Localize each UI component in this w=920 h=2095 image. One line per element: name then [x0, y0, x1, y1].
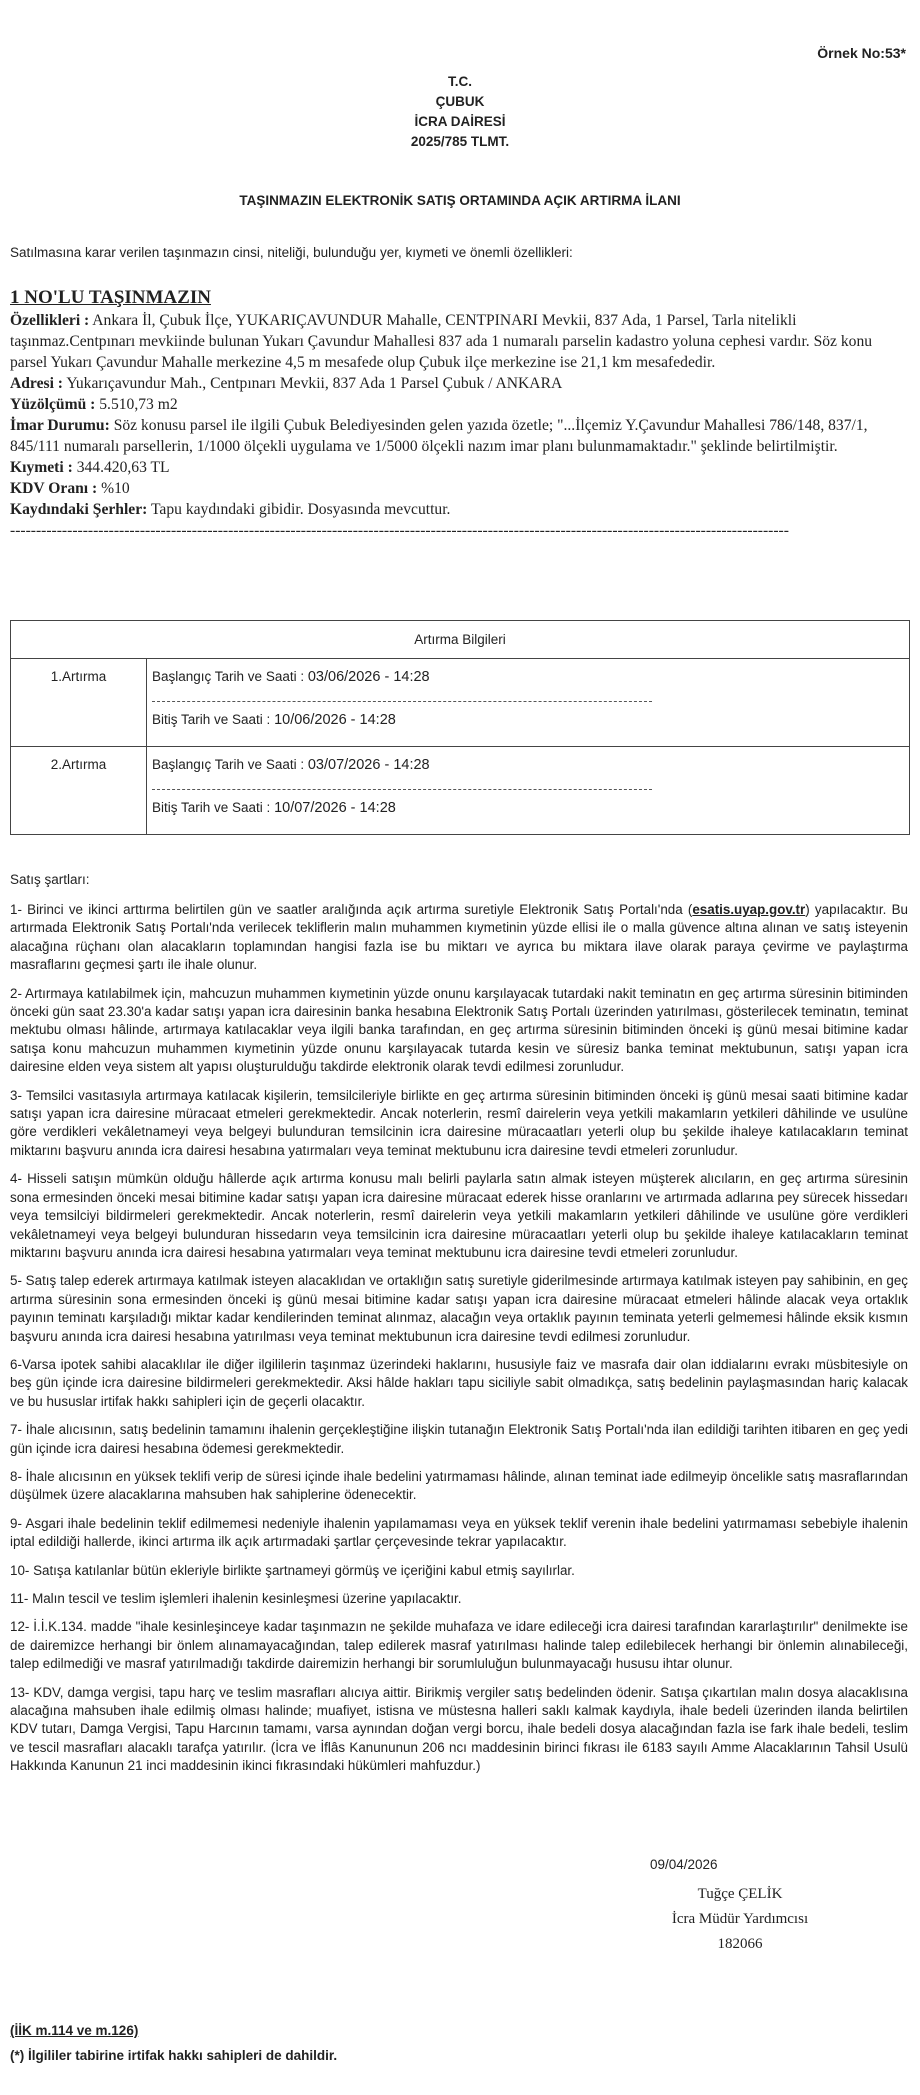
condition-9: 9- Asgari ihale bedelinin teklif edilmemesi nedeniyle ihalenin yapılamaması veya en yüksek teklif verenin ihale bedelini yatırmaması sebebiyle ihalenin iptal edildiği hallerde, ikinci artırma ilk açık artırmadaki şartlar çerçevesinde tekrar yapılacaktır. [10, 1515, 908, 1550]
footnote-note: (*) İlgililer tabirine irtifak hakkı sahipleri de dahildir. [10, 2048, 338, 2063]
end-date-line [152, 710, 904, 730]
property-features [10, 310, 905, 373]
property-area [10, 394, 905, 415]
property-annotations [10, 499, 905, 520]
condition-5: 5- Satış talep ederek artırmaya katılmak isteyen alacaklıdan ve ortaklığın satış suretiyle giderilmesinde artırmaya katılmak isteyen pay sahibinin, en geç artırma süresinin sona ermesinden önceki iş günü mesai bitimine kadar satışı yapan icra dairesine müracaat etmeleri hâlinde alacak veya ortaklık payının teminatı karşıladığı miktar kadar kendilerinden teminat alınmaz, alacağın veya ortaklık payının teminata yeterli gelmemesi hâlinde eksik kısmın başvuru anında icra dairesi hesabına yatırılması veya teminat mektubunun icra dairesine tevdi edilmesi zorunludur. [10, 1273, 908, 1344]
start-date-value: 03/07/2026 - 14:28 [307, 757, 430, 773]
end-label: Bitiş Tarih ve Saati : [152, 800, 271, 815]
footnote-law-reference: (İİK m.114 ve m.126) [10, 2023, 139, 2038]
court-header [0, 72, 920, 152]
conditions-title: Satış şartları: [10, 872, 90, 887]
property-address [10, 373, 905, 394]
separator-line: ------------------------------------------------------------------------------------------------------------------------------------------------------ [10, 522, 789, 539]
condition-6: 6-Varsa ipotek sahibi alacaklılar ile diğer ilgililerin taşınmaz üzerindeki haklarını, hususiyle faiz ve masrafa dair olan iddialarını evrakı müsbitesiyle on beş gün içinde icra dairesine bildirmeleri gerekmektedir. Aksi hâlde hakları tapu siciliyle sabit olmadıkça, satış bedelinin paylaşmasından hariç kalacak ve bu hususlar irtifak hakkı sahipleri için de geçerli olacaktır. [10, 1356, 908, 1409]
condition-10: 10- Satışa katılanlar bütün ekleriyle birlikte şartnameyi görmüş ve içeriğini kabul etmiş sayılırlar. [10, 1562, 575, 1578]
start-label: Başlangıç Tarih ve Saati : [152, 669, 305, 684]
header-line-city: ÇUBUK [435, 94, 485, 109]
property-vat [10, 478, 905, 499]
date-divider [152, 701, 652, 702]
property-zoning [10, 415, 905, 457]
signature-block [620, 1882, 860, 1957]
auction-info-table [10, 620, 910, 835]
table-row [11, 659, 910, 747]
table-row [11, 747, 910, 835]
header-line-office: İCRA DAİRESİ [414, 114, 506, 129]
auction-label: 2.Artırma [11, 747, 147, 835]
condition-1 [10, 901, 908, 975]
esatis-link[interactable]: esatis.uyap.gov.tr [692, 902, 806, 917]
end-date-line [152, 798, 904, 818]
condition-3: 3- Temsilci vasıtasıyla artırmaya katılacak kişilerin, temsilcileriyle birlikte en geç artırma süresinin bitiminden önceki iş günü mesai saati bitimine kadar satışı yapan icra dairesine müracaat etmeleri gerekmektedir. Ancak noterlerin, resmî dairelerin veya yetkili makamların yetkileri dâhilinde ve usulüne göre verdikleri vekâletnameyi veya belgeyi bulunduran temsilcinin icra dairesine müracaatları yeterli olup bu şekilde ihaleye katılacakların teminat miktarını başvuru anında icra dairesi hesabına yatırmaları veya teminat mektubunu icra dairesine tevdi etmeleri zorunludur. [10, 1087, 908, 1158]
features-value: Ankara İl, Çubuk İlçe, YUKARIÇAVUNDUR Mahalle, CENTPINARI Mevkii, 837 Ada, 1 Parsel, Tarla nitelikli taşınmaz.Centpınarı mevkiinde bulunan Yukarı Çavundur Mahallesi 837 ada 1 numaralı parselin kadastro yoluna cephesi vardır. Söz konu parsel Yukarı Çavundur Mahalle merkezine 4,5 m mesafede olup Çubuk ilçe merkezine ise 21,1 km mesafededir. [10, 312, 873, 371]
intro-text: Satılmasına karar verilen taşınmazın cinsi, niteliği, bulunduğu yer, kıymeti ve önemli özellikleri: [10, 245, 573, 260]
vat-value: %10 [101, 480, 130, 497]
header-line-tc: T.C. [447, 74, 472, 89]
end-date-value: 10/07/2026 - 14:28 [274, 800, 396, 816]
date-divider [152, 789, 652, 790]
annotations-value: Tapu kaydındaki gibidir. Dosyasında mevcuttur. [150, 501, 451, 518]
auction-label: 1.Artırma [11, 659, 147, 747]
area-value: 5.510,73 m2 [99, 396, 178, 413]
condition-7: 7- İhale alıcısının, satış bedelinin tamamını ihalenin gerçekleştiğine ilişkin tutanağın Elektronik Satış Portalı'nda ilan edildiği tarihten itibaren en geç yedi gün içinde icra dairesi hesabına ödemesi gerekmektedir. [10, 1422, 908, 1456]
end-label: Bitiş Tarih ve Saati : [152, 712, 271, 727]
condition-1-text-cont: ) yapılacaktır. Bu artırmada Elektronik Satış Portalı'nda verilecek tekliflerin malın muhammen kıymetinin yüzde ellisi ile o malla güvence altına alınan ve satış isteyenin alacağına rüçhanı olan alacakların toplamından hangisi fazla ise bu miktarı ve ayrıca bu miktara ilave olarak paraya çevirme ve paylaştırma masraflarını geçmesi şartı ile ihale olunur. [10, 902, 908, 973]
auction-table-header: Artırma Bilgileri [11, 621, 910, 659]
property-value [10, 457, 905, 478]
start-date-line [152, 667, 904, 687]
condition-13: 13- KDV, damga vergisi, tapu harç ve teslim masrafları alıcıya aittir. Birikmiş vergiler satış bedelinden ödenir. Satışa çıkartılan malın dosya alacaklısına alacağına mahsuben ihale edilmiş olması halinde; muafiyet, istisna ve müstesna halleri saklı kalmak kaydıyla, ihale bedeli üzerinden ilanda belirtilen KDV tutarı, Damga Vergisi, Tapu Harcının tamamı, varsa aynından doğan vergi borcu, ihale bedeli dosya alacağından fazla ise fark ihale bedeli, teslim ve tescil masrafları alacaklı tarafça yatırılır. (İcra ve İflâs Kanununun 206 ncı maddesinin birinci fıkrası ile 6183 sayılı Amme Alacaklarının Tahsil Usulü Hakkında Kanunun 21 inci maddesinin ikinci fıkrasındaki hükümleri mahfuzdur.) [10, 1684, 908, 1774]
annotations-label: Kaydındaki Şerhler: [10, 501, 148, 518]
page-title: TAŞINMAZIN ELEKTRONİK SATIŞ ORTAMINDA AÇIK ARTIRMA İLANI [239, 193, 681, 208]
features-label: Özellikleri : [10, 312, 90, 329]
vat-label: KDV Oranı : [10, 480, 98, 497]
signer-code: 182066 [717, 1936, 763, 1952]
signer-title: İcra Müdür Yardımcısı [671, 1911, 809, 1927]
end-date-value: 10/06/2026 - 14:28 [274, 712, 396, 728]
condition-1-text: 1- Birinci ve ikinci arttırma belirtilen gün ve saatler aralığında açık artırma suretiyle Elektronik Satış Portalı'nda ( [10, 902, 693, 917]
document-date: 09/04/2026 [650, 1857, 718, 1872]
condition-8: 8- İhale alıcısının en yüksek teklifi verip de süresi içinde ihale bedelini yatırmaması hâlinde, alınan teminat iade edilmeyip öncelikle satış masraflarından düşülmek üzere alacaklarına mahsuben hak sahiplerine ödenecektir. [10, 1468, 908, 1503]
start-date-line [152, 755, 904, 775]
area-label: Yüzölçümü : [10, 396, 96, 413]
auction-dates [147, 659, 910, 747]
value-label: Kıymeti : [10, 459, 73, 476]
value-amount: 344.420,63 TL [76, 459, 170, 476]
zoning-value: Söz konusu parsel ile ilgili Çubuk Belediyesinden gelen yazıda özetle; "...İlçemiz Y.Çavundur Mahallesi 786/148, 837/1, 845/111 numaralı parsellerin, 1/1000 ölçekli uygulama ve 1/5000 ölçekli nazım imar planı bulunmamaktadır." şeklinde belirtilmiştir. [10, 417, 868, 455]
auction-dates [147, 747, 910, 835]
condition-11: 11- Malın tescil ve teslim işlemleri ihalenin kesinleşmesi üzerine yapılacaktır. [10, 1591, 462, 1606]
zoning-label: İmar Durumu: [10, 417, 110, 434]
address-value: Yukarıçavundur Mah., Centpınarı Mevkii, 837 Ada 1 Parsel Çubuk / ANKARA [66, 375, 563, 392]
header-line-file-no: 2025/785 TLMT. [410, 134, 510, 149]
start-date-value: 03/06/2026 - 14:28 [307, 669, 430, 685]
sale-conditions [10, 901, 908, 1786]
address-label: Adresi : [10, 375, 63, 392]
property-heading: 1 NO'LU TAŞINMAZIN [10, 287, 211, 308]
condition-12: 12- İ.İ.K.134. madde "ihale kesinleşinceye kadar taşınmazın ne şekilde muhafaza ve idare edileceği icra dairesi tarafından kararlaştırılır" denilmekte ise de dairemizce herhangi bir önlem alınamayacağından, talep edilerek masraf yatırılması halinde talep edilebilecek herhangi bir önlemin alınabileceği, talep edilmediği ve masraf yatırılmadığı takdirde dairemizin herhangi bir sorumluluğun bulunmayacağı hususu ihtar olunur. [10, 1619, 908, 1672]
signer-name: Tuğçe ÇELİK [697, 1886, 783, 1902]
condition-4: 4- Hisseli satışın mümkün olduğu hâllerde açık artırma konusu malı belirli paylarla satın almak isteyen müşterek alıcıların, en geç artırma süresinin sona ermesinden önceki mesai bitimine kadar satışı yapan icra dairesine müracaat ederek hisse oranlarını ve artırmada adlarına pey sürecek hissedarı veya temsilciyi bildirmeleri gerekmektedir. Ancak noterlerin, resmî dairelerin veya yetkili makamların yetkileri dâhilinde ve usulüne göre verdikleri vekâletnameyi veya belgeyi bulunduran hissedarın veya temsilcinin icra dairesine müracaatları yeterli olup bu şekilde ihaleye katılacakların teminat miktarını başvuru anında icra dairesi hesabına yatırmaları veya teminat mektubunu icra dairesine tevdi etmeleri zorunludur. [10, 1171, 908, 1260]
condition-2: 2- Artırmaya katılabilmek için, mahcuzun muhammen kıymetinin yüzde onunu karşılayacak tutardaki nakit teminatın en geç artırma süresinin bitiminden önceki gün saat 23.30'a kadar satışı yapan icra dairesinin banka hesabına Elektronik Satış Portalı üzerinden yatırılması, gösterilecek teminatın, teminat mektubu olması hâlinde, artırmaya katılacaklar veya ilgili banka tarafından, en geç artırma süresinin bitiminden önceki iş günü mesai bitimine kadar satışa konu mahcuzun muhammen kıymetinin yüzde onunu karşılayacak tutarda kesin ve süresiz banka teminat mektubunun, satışı yapan icra dairesine elden veya sistem alt yapısı oluşturulduğu takdirde elektronik olarak tevdi edilmesi zorunludur. [10, 985, 908, 1075]
start-label: Başlangıç Tarih ve Saati : [152, 757, 305, 772]
sample-number: Örnek No:53* [817, 45, 906, 61]
property-details [10, 286, 905, 541]
